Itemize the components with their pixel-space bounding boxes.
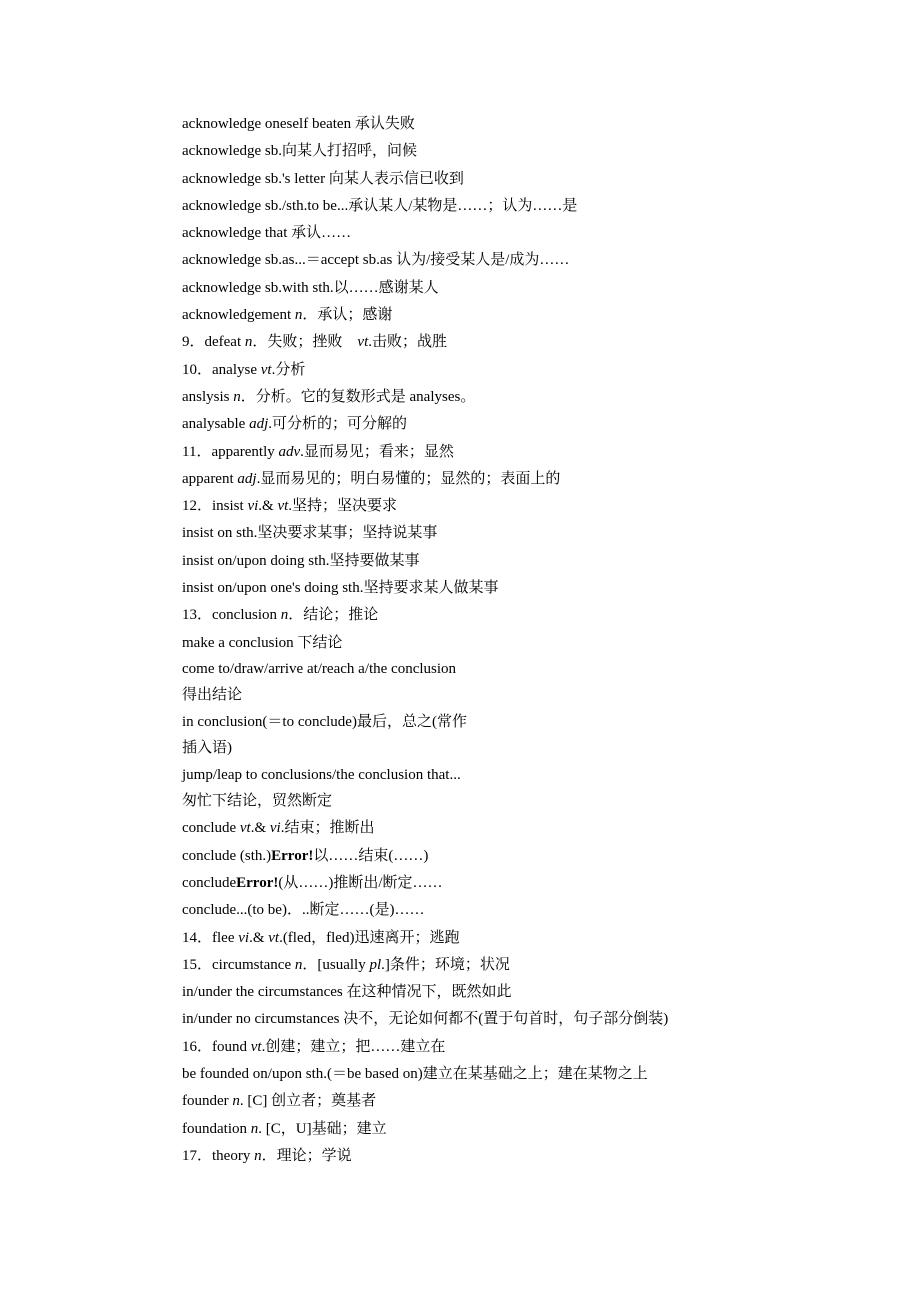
text-line: [182, 548, 782, 575]
text-segment: be founded on/upon sth.(＝be based on)建立在某基础之上；建在某物之上: [182, 1066, 648, 1082]
text-line: [182, 384, 782, 411]
text-line: [182, 870, 782, 897]
text-segment: 得出结论: [182, 687, 243, 704]
part-of-speech: vt: [239, 820, 251, 837]
text-line: [182, 1143, 782, 1170]
text-line: [182, 493, 782, 520]
text-line: [182, 466, 782, 493]
text-segment: 9．defeat: [182, 334, 245, 351]
text-line: [182, 411, 782, 438]
text-line: [182, 275, 782, 302]
text-segment: .&: [250, 820, 270, 837]
text-segment: acknowledge sb./sth.to be...承认某人/某物是……；认为……是: [182, 197, 578, 214]
part-of-speech: n: [280, 607, 289, 624]
text-line: [182, 193, 782, 220]
text-line: [182, 602, 782, 629]
text-segment: jump/leap to conclusions/the conclusion that...: [182, 766, 461, 783]
text-segment: founder: [182, 1093, 233, 1110]
text-segment: 10．analyse: [182, 361, 261, 378]
text-line: [182, 815, 782, 842]
text-line: [182, 763, 782, 789]
text-segment: acknowledge that 承认……: [182, 225, 352, 242]
text-segment: 12．insist: [182, 498, 248, 515]
text-segment: ．分析。它的复数形式是 analyses。: [240, 388, 476, 405]
text-segment: acknowledge sb.with sth.以……感谢某人: [182, 279, 439, 296]
part-of-speech: vt: [250, 1038, 262, 1055]
document-body: [182, 111, 782, 1170]
part-of-speech: pl: [369, 956, 382, 973]
text-segment: conclude...(to be)．..断定……(是)……: [182, 902, 425, 919]
error-marker: Error!: [236, 874, 279, 891]
text-segment: ．理论；学说: [261, 1147, 352, 1164]
text-segment: insist on/upon doing sth.坚持要做某事: [182, 552, 420, 569]
text-segment: ．失败；挫败: [252, 334, 358, 351]
text-line: [182, 439, 782, 466]
text-segment: insist on/upon one's doing sth.坚持要求某人做某事: [182, 580, 499, 597]
text-segment: .创建；建立；把……建立在: [261, 1038, 446, 1055]
part-of-speech: vi: [238, 929, 250, 946]
text-segment: conclude (sth.): [182, 847, 272, 864]
part-of-speech: n: [254, 1147, 262, 1164]
text-line: [182, 657, 782, 683]
part-of-speech: vt: [357, 334, 369, 351]
text-segment: acknowledge sb.as...＝accept sb.as 认为/接受某人是/成为……: [182, 252, 570, 269]
text-segment: in conclusion(＝to conclude)最后，总之(常作: [182, 713, 467, 730]
text-segment: .可分析的；可分解的: [268, 416, 407, 433]
text-segment: .&: [258, 498, 278, 515]
text-segment: .(fled，fled)迅速离开；逃跑: [279, 929, 460, 946]
text-segment: conclude: [182, 874, 237, 891]
text-segment: 11．apparently: [182, 443, 279, 460]
text-segment: analysable: [182, 416, 250, 433]
part-of-speech: vi: [269, 820, 281, 837]
part-of-speech: n: [294, 956, 303, 973]
text-segment: . [C，U]基础；建立: [258, 1120, 387, 1137]
text-line: [182, 575, 782, 602]
text-line: [182, 788, 782, 815]
text-segment: 15．circumstance: [182, 956, 295, 973]
text-line: [182, 735, 782, 762]
text-segment: .分析: [271, 361, 306, 378]
text-segment: come to/draw/arrive at/reach a/the conclusion: [182, 660, 457, 677]
text-segment: (从……)推断出/断定……: [278, 874, 443, 891]
text-line: [182, 1088, 782, 1115]
text-line: [182, 520, 782, 547]
text-segment: apparent: [182, 470, 238, 487]
text-line: [182, 897, 782, 924]
text-segment: insist on sth.坚决要求某事；坚持说某事: [182, 525, 438, 542]
text-line: [182, 1116, 782, 1143]
text-segment: acknowledge sb.向某人打招呼，问候: [182, 143, 417, 160]
part-of-speech: adv: [278, 443, 301, 460]
part-of-speech: vt: [260, 361, 272, 378]
text-segment: .坚持；坚决要求: [288, 498, 398, 515]
text-line: [182, 111, 782, 138]
text-line: [182, 247, 782, 274]
text-segment: ．[usually: [302, 956, 370, 973]
text-segment: ．结论；推论: [288, 607, 379, 624]
text-line: [182, 925, 782, 952]
text-segment: 14．flee: [182, 929, 239, 946]
text-line: [182, 710, 782, 736]
text-line: [182, 1034, 782, 1061]
text-segment: conclude: [182, 820, 240, 837]
text-line: [182, 952, 782, 979]
part-of-speech: n: [244, 334, 253, 351]
part-of-speech: n: [294, 307, 303, 324]
text-segment: 16．found: [182, 1038, 251, 1055]
text-segment: 13．conclusion: [182, 607, 281, 624]
text-line: [182, 138, 782, 165]
part-of-speech: n: [250, 1120, 259, 1137]
text-line: [182, 329, 782, 356]
text-segment: 17．theory: [182, 1147, 255, 1164]
text-segment: .结束；推断出: [280, 820, 375, 837]
text-segment: acknowledgement: [182, 307, 295, 324]
part-of-speech: adj: [237, 470, 257, 487]
part-of-speech: n: [233, 388, 241, 405]
text-line: [182, 630, 782, 657]
text-line: [182, 843, 782, 870]
part-of-speech: n: [232, 1093, 240, 1110]
text-segment: .显而易见；看来；显然: [300, 443, 454, 460]
text-line: [182, 166, 782, 193]
text-line: [182, 1006, 782, 1033]
text-line: [182, 357, 782, 384]
text-segment: acknowledge oneself beaten 承认失败: [182, 116, 415, 132]
text-line: [182, 1061, 782, 1088]
text-line: [182, 979, 782, 1006]
text-line: [182, 302, 782, 329]
error-marker: Error!: [271, 847, 314, 864]
part-of-speech: adj: [249, 416, 269, 433]
part-of-speech: vi: [247, 498, 259, 515]
text-segment: 以……结束(……): [313, 847, 429, 864]
text-line: [182, 220, 782, 247]
text-segment: in/under no circumstances 决不，无论如何都不(置于句首时，句子部分倒装): [182, 1011, 669, 1028]
part-of-speech: vt: [268, 929, 280, 946]
text-segment: .&: [249, 929, 269, 946]
text-segment: ．承认；感谢: [302, 307, 393, 324]
text-segment: anslysis: [182, 388, 234, 405]
text-segment: foundation: [182, 1120, 251, 1137]
text-segment: 匆忙下结论，贸然断定: [182, 793, 333, 810]
text-segment: in/under the circumstances 在这种情况下，既然如此: [182, 984, 512, 1001]
text-line: [182, 682, 782, 709]
text-segment: .击败；战胜: [368, 334, 447, 351]
text-segment: make a conclusion 下结论: [182, 634, 343, 651]
text-segment: .显而易见的；明白易懂的；显然的；表面上的: [256, 470, 561, 487]
text-segment: . [C] 创立者；奠基者: [239, 1093, 377, 1110]
text-segment: 插入语): [182, 740, 232, 757]
text-segment: acknowledge sb.'s letter 向某人表示信已收到: [182, 170, 464, 187]
part-of-speech: vt: [277, 498, 289, 515]
text-segment: .]条件；环境；状况: [381, 956, 510, 973]
